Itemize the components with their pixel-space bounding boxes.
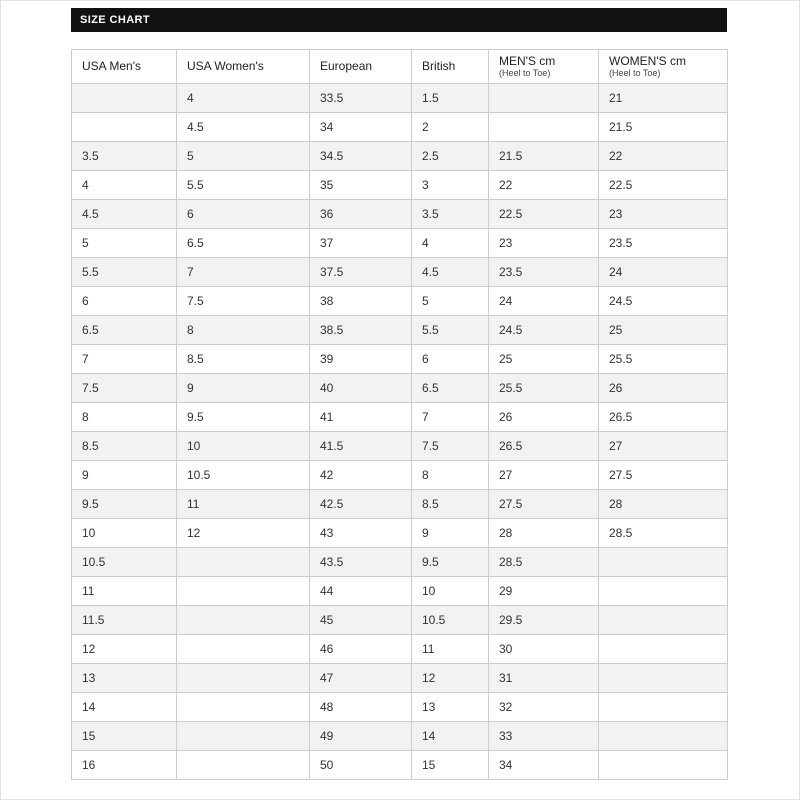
table-cell: 7 [72,345,177,374]
table-cell [177,577,310,606]
column-header-sublabel: (Heel to Toe) [609,68,661,78]
table-row [72,258,728,287]
table-cell: 10.5 [72,548,177,577]
table-cell: 46 [310,635,412,664]
table-cell [177,664,310,693]
table-cell: 38.5 [310,316,412,345]
column-header-label: British [422,59,456,73]
table-cell: 50 [310,751,412,780]
table-cell: 6 [72,287,177,316]
column-header [177,50,310,84]
table-cell [177,635,310,664]
table-cell: 26.5 [489,432,599,461]
table-cell: 25 [599,316,728,345]
table-cell: 2 [412,113,489,142]
table-cell: 6 [412,345,489,374]
table-cell: 43 [310,519,412,548]
table-row [72,171,728,200]
column-header [489,50,599,84]
table-cell: 11 [412,635,489,664]
table-cell: 27 [489,461,599,490]
table-row [72,577,728,606]
table-row [72,548,728,577]
table-cell: 23.5 [599,229,728,258]
table-cell: 25 [489,345,599,374]
table-cell: 10 [177,432,310,461]
table-row [72,374,728,403]
table-cell: 27.5 [599,461,728,490]
table-cell [177,751,310,780]
table-header [72,50,728,84]
table-cell: 9 [177,374,310,403]
table-cell: 37 [310,229,412,258]
table-cell: 15 [72,722,177,751]
table-cell: 23 [599,200,728,229]
table-cell: 3 [412,171,489,200]
table-cell: 26.5 [599,403,728,432]
table-cell: 8.5 [177,345,310,374]
table-row [72,722,728,751]
table-cell: 5 [72,229,177,258]
table-row [72,403,728,432]
table-cell [489,84,599,113]
table-cell: 26 [489,403,599,432]
table-cell [599,751,728,780]
table-row [72,113,728,142]
table-cell: 29 [489,577,599,606]
table-cell [599,693,728,722]
table-cell: 13 [412,693,489,722]
table-cell: 8 [412,461,489,490]
table-cell [599,577,728,606]
table-cell: 41 [310,403,412,432]
column-header-label: MEN'S cm [499,54,556,68]
table-cell: 12 [412,664,489,693]
table-cell: 4.5 [177,113,310,142]
table-row [72,664,728,693]
table-cell: 23.5 [489,258,599,287]
table-cell: 6 [177,200,310,229]
table-cell [177,548,310,577]
column-header [599,50,728,84]
table-cell: 24.5 [599,287,728,316]
table-row [72,229,728,258]
table-cell: 30 [489,635,599,664]
table-cell: 32 [489,693,599,722]
table-cell: 43.5 [310,548,412,577]
table-cell [72,113,177,142]
table-cell: 49 [310,722,412,751]
size-chart-title-bar [71,8,727,32]
table-cell [599,635,728,664]
table-cell: 10 [412,577,489,606]
table-cell [177,722,310,751]
table-cell: 42.5 [310,490,412,519]
table-cell: 6.5 [177,229,310,258]
table-cell: 28.5 [599,519,728,548]
table-cell: 40 [310,374,412,403]
table-cell: 14 [412,722,489,751]
table-cell: 1.5 [412,84,489,113]
table-cell: 3.5 [412,200,489,229]
table-cell: 47 [310,664,412,693]
table-cell: 29.5 [489,606,599,635]
table-row [72,751,728,780]
table-cell: 44 [310,577,412,606]
table-cell: 6.5 [412,374,489,403]
table-row [72,345,728,374]
size-chart-table [71,49,728,780]
table-cell: 26 [599,374,728,403]
table-cell: 35 [310,171,412,200]
table-cell: 31 [489,664,599,693]
table-cell: 4 [412,229,489,258]
column-header-sublabel: (Heel to Toe) [499,68,551,78]
size-chart-title: SIZE CHART [80,14,150,26]
table-row [72,287,728,316]
table-cell: 5 [412,287,489,316]
table-cell: 25.5 [489,374,599,403]
table-cell: 23 [489,229,599,258]
table-cell: 8.5 [72,432,177,461]
table-cell [177,693,310,722]
table-cell: 7.5 [72,374,177,403]
table-cell: 5.5 [412,316,489,345]
table-cell: 33 [489,722,599,751]
table-cell: 33.5 [310,84,412,113]
table-cell: 21.5 [489,142,599,171]
table-cell: 4 [72,171,177,200]
column-header-label: European [320,59,373,73]
table-cell: 7.5 [177,287,310,316]
table-cell: 13 [72,664,177,693]
table-row [72,606,728,635]
table-cell: 34 [310,113,412,142]
table-cell [599,664,728,693]
table-cell: 39 [310,345,412,374]
column-header-label: USA Women's [187,59,264,73]
column-header-label: USA Men's [82,59,141,73]
table-cell: 15 [412,751,489,780]
table-cell [599,722,728,751]
table-cell: 22 [489,171,599,200]
table-cell: 5 [177,142,310,171]
table-cell: 11 [177,490,310,519]
table-cell: 37.5 [310,258,412,287]
table-cell [489,113,599,142]
table-row [72,84,728,113]
table-cell: 7.5 [412,432,489,461]
table-cell: 45 [310,606,412,635]
table-cell: 2.5 [412,142,489,171]
table-cell: 11 [72,577,177,606]
column-header-label: WOMEN'S cm [609,54,686,68]
table-cell [599,548,728,577]
table-row [72,461,728,490]
table-cell: 4.5 [412,258,489,287]
table-cell: 24 [489,287,599,316]
table-cell: 22 [599,142,728,171]
table-cell: 10 [72,519,177,548]
table-cell: 24.5 [489,316,599,345]
table-cell: 14 [72,693,177,722]
table-cell: 4.5 [72,200,177,229]
column-header [310,50,412,84]
table-cell [177,606,310,635]
table-cell: 28 [599,490,728,519]
table-cell: 5.5 [177,171,310,200]
table-cell: 8 [72,403,177,432]
table-cell: 28.5 [489,548,599,577]
table-cell: 10.5 [177,461,310,490]
table-cell: 24 [599,258,728,287]
table-cell: 16 [72,751,177,780]
table-cell: 9.5 [177,403,310,432]
table-cell: 9 [412,519,489,548]
table-cell: 22.5 [489,200,599,229]
table-cell: 27 [599,432,728,461]
table-cell: 5.5 [72,258,177,287]
table-cell: 21.5 [599,113,728,142]
table-cell: 38 [310,287,412,316]
table-cell: 7 [177,258,310,287]
column-header [412,50,489,84]
table-row [72,519,728,548]
table-cell: 12 [177,519,310,548]
table-cell: 10.5 [412,606,489,635]
table-cell: 25.5 [599,345,728,374]
table-cell: 6.5 [72,316,177,345]
table-cell: 28 [489,519,599,548]
table-cell: 34 [489,751,599,780]
table-row [72,316,728,345]
table-header-row [72,50,728,84]
table-body [72,84,728,780]
table-cell: 8.5 [412,490,489,519]
table-cell: 27.5 [489,490,599,519]
table-cell: 21 [599,84,728,113]
table-cell: 34.5 [310,142,412,171]
table-row [72,432,728,461]
table-row [72,200,728,229]
table-cell: 9.5 [72,490,177,519]
table-row [72,142,728,171]
table-cell: 4 [177,84,310,113]
table-cell: 9.5 [412,548,489,577]
table-cell: 7 [412,403,489,432]
table-cell: 41.5 [310,432,412,461]
table-cell [72,84,177,113]
table-cell: 11.5 [72,606,177,635]
size-chart-section [71,8,727,780]
table-cell: 9 [72,461,177,490]
table-cell: 42 [310,461,412,490]
table-cell: 8 [177,316,310,345]
table-row [72,490,728,519]
table-cell: 48 [310,693,412,722]
table-row [72,693,728,722]
table-cell: 36 [310,200,412,229]
table-cell [599,606,728,635]
table-cell: 3.5 [72,142,177,171]
table-row [72,635,728,664]
table-cell: 12 [72,635,177,664]
table-cell: 22.5 [599,171,728,200]
column-header [72,50,177,84]
